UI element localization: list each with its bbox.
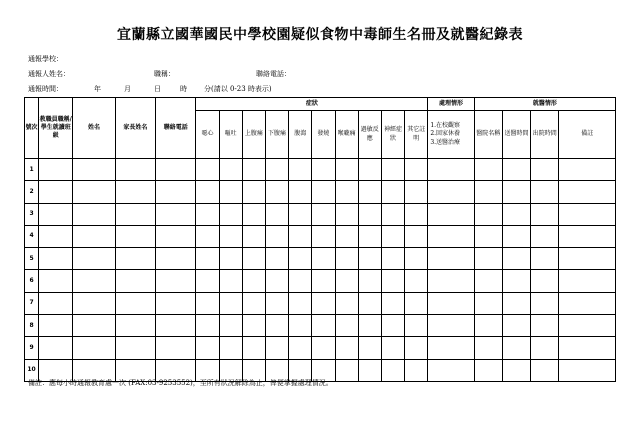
entry-cell[interactable] (39, 315, 73, 337)
year-label: 年 (94, 85, 101, 93)
entry-cell[interactable] (73, 203, 115, 225)
entry-cell[interactable] (381, 225, 404, 247)
entry-cell[interactable] (405, 159, 428, 181)
header-role: 教職員職稱/學生就讀班級 (39, 98, 73, 159)
entry-cell[interactable] (531, 337, 559, 359)
entry-cell[interactable] (219, 181, 242, 203)
entry-cell[interactable] (502, 337, 530, 359)
entry-cell[interactable] (405, 203, 428, 225)
header-handling: 處理情形 (428, 98, 474, 111)
entry-cell[interactable] (405, 359, 428, 381)
entry-cell[interactable] (265, 315, 288, 337)
entry-cell[interactable] (289, 315, 312, 337)
entry-cell[interactable] (219, 270, 242, 292)
entry-cell[interactable] (156, 248, 196, 270)
entry-cell[interactable] (39, 248, 73, 270)
entry-cell[interactable] (156, 181, 196, 203)
entry-cell[interactable] (196, 225, 219, 247)
table-row (25, 270, 616, 292)
entry-cell[interactable] (289, 270, 312, 292)
entry-cell[interactable] (531, 181, 559, 203)
entry-cell[interactable] (312, 292, 335, 314)
page-title: 宜蘭縣立國華國民中學校園疑似食物中毒師生名冊及就醫紀錄表 (117, 27, 523, 43)
symptom-header: 腹瀉 (289, 111, 312, 159)
symptom-header: 下腹痛 (265, 111, 288, 159)
entry-cell[interactable] (381, 248, 404, 270)
entry-cell[interactable] (196, 337, 219, 359)
entry-cell[interactable] (156, 159, 196, 181)
entry-cell[interactable] (242, 248, 265, 270)
entry-cell[interactable] (219, 248, 242, 270)
entry-cell[interactable] (531, 292, 559, 314)
entry-cell[interactable] (559, 315, 616, 337)
table-row (25, 203, 616, 225)
medical-header: 備註 (559, 111, 616, 159)
entry-cell[interactable] (502, 181, 530, 203)
entry-cell[interactable] (474, 292, 502, 314)
entry-cell[interactable] (265, 159, 288, 181)
entry-cell[interactable] (289, 203, 312, 225)
entry-cell[interactable] (115, 248, 155, 270)
entry-cell[interactable] (428, 270, 474, 292)
entry-cell[interactable] (335, 203, 358, 225)
entry-cell[interactable] (196, 292, 219, 314)
position-label: 職稱： (154, 70, 175, 78)
entry-cell[interactable] (335, 315, 358, 337)
entry-cell[interactable] (312, 181, 335, 203)
header-name: 姓名 (73, 98, 115, 159)
entry-cell[interactable] (335, 292, 358, 314)
entry-cell[interactable] (265, 248, 288, 270)
entry-cell[interactable] (156, 315, 196, 337)
entry-cell[interactable] (381, 203, 404, 225)
entry-cell[interactable] (474, 359, 502, 381)
entry-cell[interactable] (405, 315, 428, 337)
entry-cell[interactable] (219, 315, 242, 337)
entry-cell[interactable] (358, 159, 381, 181)
entry-cell[interactable] (474, 337, 502, 359)
entry-cell[interactable] (502, 248, 530, 270)
entry-cell[interactable] (312, 203, 335, 225)
table-row (25, 181, 616, 203)
entry-cell[interactable] (405, 248, 428, 270)
entry-cell[interactable] (335, 181, 358, 203)
handling-option: 3.送醫治療 (430, 138, 461, 146)
row-number: 4 (25, 225, 39, 247)
entry-cell[interactable] (405, 337, 428, 359)
entry-cell[interactable] (335, 337, 358, 359)
entry-cell[interactable] (39, 225, 73, 247)
entry-cell[interactable] (115, 270, 155, 292)
table-row (25, 225, 616, 247)
entry-cell[interactable] (73, 248, 115, 270)
time-label: 通報時間： (28, 85, 63, 93)
entry-cell[interactable] (474, 159, 502, 181)
entry-cell[interactable] (115, 315, 155, 337)
entry-cell[interactable] (312, 159, 335, 181)
header-symptoms: 症狀 (196, 98, 428, 111)
entry-cell[interactable] (358, 248, 381, 270)
table-row (25, 337, 616, 359)
entry-cell[interactable] (39, 337, 73, 359)
entry-cell[interactable] (428, 225, 474, 247)
entry-cell[interactable] (335, 159, 358, 181)
header-medical: 就醫情形 (474, 98, 615, 111)
minute-label: 分(請以 0-23 時表示) (204, 85, 272, 93)
entry-cell[interactable] (405, 181, 428, 203)
entry-cell[interactable] (502, 292, 530, 314)
symptom-header: 其它註明 (405, 111, 428, 159)
entry-cell[interactable] (502, 270, 530, 292)
entry-cell[interactable] (289, 159, 312, 181)
phone-label: 聯絡電話： (256, 70, 291, 78)
entry-cell[interactable] (39, 203, 73, 225)
entry-cell[interactable] (196, 203, 219, 225)
symptom-header: 噁心 (196, 111, 219, 159)
entry-cell[interactable] (358, 315, 381, 337)
entry-cell[interactable] (115, 181, 155, 203)
entry-cell[interactable] (289, 337, 312, 359)
entry-cell[interactable] (39, 292, 73, 314)
entry-cell[interactable] (39, 181, 73, 203)
entry-cell[interactable] (312, 248, 335, 270)
entry-cell[interactable] (559, 181, 616, 203)
entry-cell[interactable] (265, 203, 288, 225)
entry-cell[interactable] (73, 270, 115, 292)
row-number: 2 (25, 181, 39, 203)
entry-cell[interactable] (428, 203, 474, 225)
entry-cell[interactable] (335, 225, 358, 247)
entry-cell[interactable] (196, 181, 219, 203)
entry-cell[interactable] (115, 292, 155, 314)
header-seq: 號次 (25, 98, 39, 159)
entry-cell[interactable] (531, 225, 559, 247)
day-label: 日 (154, 85, 161, 93)
entry-cell[interactable] (381, 292, 404, 314)
entry-cell[interactable] (219, 203, 242, 225)
entry-cell[interactable] (335, 359, 358, 381)
entry-cell[interactable] (265, 270, 288, 292)
entry-cell[interactable] (381, 359, 404, 381)
entry-cell[interactable] (73, 315, 115, 337)
row-number: 6 (25, 270, 39, 292)
medical-header: 送醫時間 (502, 111, 530, 159)
row-number: 10 (25, 359, 39, 381)
entry-cell[interactable] (559, 270, 616, 292)
entry-cell[interactable] (73, 225, 115, 247)
entry-cell[interactable] (115, 225, 155, 247)
row-number: 7 (25, 292, 39, 314)
entry-cell[interactable] (358, 203, 381, 225)
table-row (25, 315, 616, 337)
entry-cell[interactable] (405, 292, 428, 314)
entry-cell[interactable] (405, 270, 428, 292)
hour-label: 時 (180, 85, 187, 93)
entry-cell[interactable] (559, 337, 616, 359)
entry-cell[interactable] (289, 292, 312, 314)
entry-cell[interactable] (115, 337, 155, 359)
entry-cell[interactable] (502, 159, 530, 181)
entry-cell[interactable] (73, 337, 115, 359)
entry-cell[interactable] (265, 181, 288, 203)
entry-cell[interactable] (428, 292, 474, 314)
table-row (25, 248, 616, 270)
entry-cell[interactable] (242, 337, 265, 359)
entry-cell[interactable] (381, 159, 404, 181)
entry-cell[interactable] (428, 359, 474, 381)
entry-cell[interactable] (39, 270, 73, 292)
entry-cell[interactable] (219, 225, 242, 247)
entry-cell[interactable] (196, 315, 219, 337)
entry-cell[interactable] (196, 159, 219, 181)
entry-cell[interactable] (381, 270, 404, 292)
entry-cell[interactable] (312, 337, 335, 359)
symptom-header: 上腹痛 (242, 111, 265, 159)
entry-cell[interactable] (265, 292, 288, 314)
entry-cell[interactable] (312, 225, 335, 247)
entry-cell[interactable] (405, 225, 428, 247)
entry-cell[interactable] (242, 181, 265, 203)
row-number: 3 (25, 203, 39, 225)
entry-cell[interactable] (358, 359, 381, 381)
entry-cell[interactable] (474, 270, 502, 292)
entry-cell[interactable] (428, 315, 474, 337)
entry-cell[interactable] (196, 248, 219, 270)
entry-cell[interactable] (242, 270, 265, 292)
entry-cell[interactable] (196, 270, 219, 292)
entry-cell[interactable] (474, 203, 502, 225)
entry-cell[interactable] (559, 248, 616, 270)
medical-header: 出院時間 (531, 111, 559, 159)
entry-cell[interactable] (73, 181, 115, 203)
entry-cell[interactable] (559, 225, 616, 247)
entry-cell[interactable] (381, 337, 404, 359)
entry-cell[interactable] (156, 225, 196, 247)
entry-cell[interactable] (502, 359, 530, 381)
entry-cell[interactable] (115, 203, 155, 225)
entry-cell[interactable] (428, 337, 474, 359)
entry-cell[interactable] (73, 159, 115, 181)
entry-cell[interactable] (358, 270, 381, 292)
entry-cell[interactable] (531, 315, 559, 337)
entry-cell[interactable] (312, 315, 335, 337)
entry-cell[interactable] (428, 248, 474, 270)
entry-cell[interactable] (219, 159, 242, 181)
entry-cell[interactable] (242, 159, 265, 181)
footnote: 備註：應每小時通報教育處一次 (FAX:03-9253552)，至所有狀況解除為止，俾便掌握處理情況。 (28, 379, 333, 387)
header-contact: 聯絡電話 (156, 98, 196, 159)
entry-cell[interactable] (531, 248, 559, 270)
entry-cell[interactable] (242, 292, 265, 314)
record-table (24, 97, 616, 382)
entry-cell[interactable] (115, 159, 155, 181)
entry-cell[interactable] (358, 181, 381, 203)
symptom-header: 神經症狀 (381, 111, 404, 159)
header-parent: 家長姓名 (115, 98, 155, 159)
entry-cell[interactable] (289, 225, 312, 247)
school-label: 通報學校： (28, 55, 63, 63)
entry-cell[interactable] (502, 225, 530, 247)
row-number: 5 (25, 248, 39, 270)
handling-option: 2.回家休養 (430, 130, 461, 138)
entry-cell[interactable] (265, 337, 288, 359)
entry-cell[interactable] (531, 359, 559, 381)
entry-cell[interactable] (289, 181, 312, 203)
entry-cell[interactable] (156, 203, 196, 225)
entry-cell[interactable] (39, 159, 73, 181)
entry-cell[interactable] (358, 337, 381, 359)
entry-cell[interactable] (381, 315, 404, 337)
handling-options (428, 111, 474, 159)
row-number: 9 (25, 337, 39, 359)
entry-cell[interactable] (559, 203, 616, 225)
entry-cell[interactable] (559, 292, 616, 314)
entry-cell[interactable] (289, 248, 312, 270)
medical-header: 醫院名稱 (474, 111, 502, 159)
entry-cell[interactable] (242, 315, 265, 337)
entry-cell[interactable] (474, 248, 502, 270)
entry-cell[interactable] (242, 203, 265, 225)
entry-cell[interactable] (428, 181, 474, 203)
symptom-header: 喉嚨痛 (335, 111, 358, 159)
entry-cell[interactable] (474, 225, 502, 247)
row-number: 8 (25, 315, 39, 337)
entry-cell[interactable] (474, 181, 502, 203)
entry-cell[interactable] (242, 225, 265, 247)
entry-cell[interactable] (502, 203, 530, 225)
entry-cell[interactable] (559, 159, 616, 181)
entry-cell[interactable] (559, 359, 616, 381)
entry-cell[interactable] (335, 248, 358, 270)
entry-cell[interactable] (312, 270, 335, 292)
entry-cell[interactable] (358, 292, 381, 314)
table-row (25, 159, 616, 181)
entry-cell[interactable] (531, 203, 559, 225)
entry-cell[interactable] (502, 315, 530, 337)
entry-cell[interactable] (156, 292, 196, 314)
table-row (25, 292, 616, 314)
entry-cell[interactable] (358, 225, 381, 247)
entry-cell[interactable] (381, 181, 404, 203)
entry-cell[interactable] (219, 337, 242, 359)
symptom-header: 發燒 (312, 111, 335, 159)
reporter-label: 通報人姓名： (28, 70, 70, 78)
handling-option: 1.在校觀察 (430, 122, 461, 130)
entry-cell[interactable] (73, 292, 115, 314)
entry-cell[interactable] (156, 270, 196, 292)
symptom-header: 嘔吐 (219, 111, 242, 159)
entry-cell[interactable] (156, 337, 196, 359)
entry-cell[interactable] (531, 159, 559, 181)
row-number: 1 (25, 159, 39, 181)
entry-cell[interactable] (265, 225, 288, 247)
entry-cell[interactable] (428, 159, 474, 181)
symptom-header: 過敏反應 (358, 111, 381, 159)
entry-cell[interactable] (219, 292, 242, 314)
entry-cell[interactable] (531, 270, 559, 292)
month-label: 月 (124, 85, 131, 93)
entry-cell[interactable] (335, 270, 358, 292)
entry-cell[interactable] (474, 315, 502, 337)
